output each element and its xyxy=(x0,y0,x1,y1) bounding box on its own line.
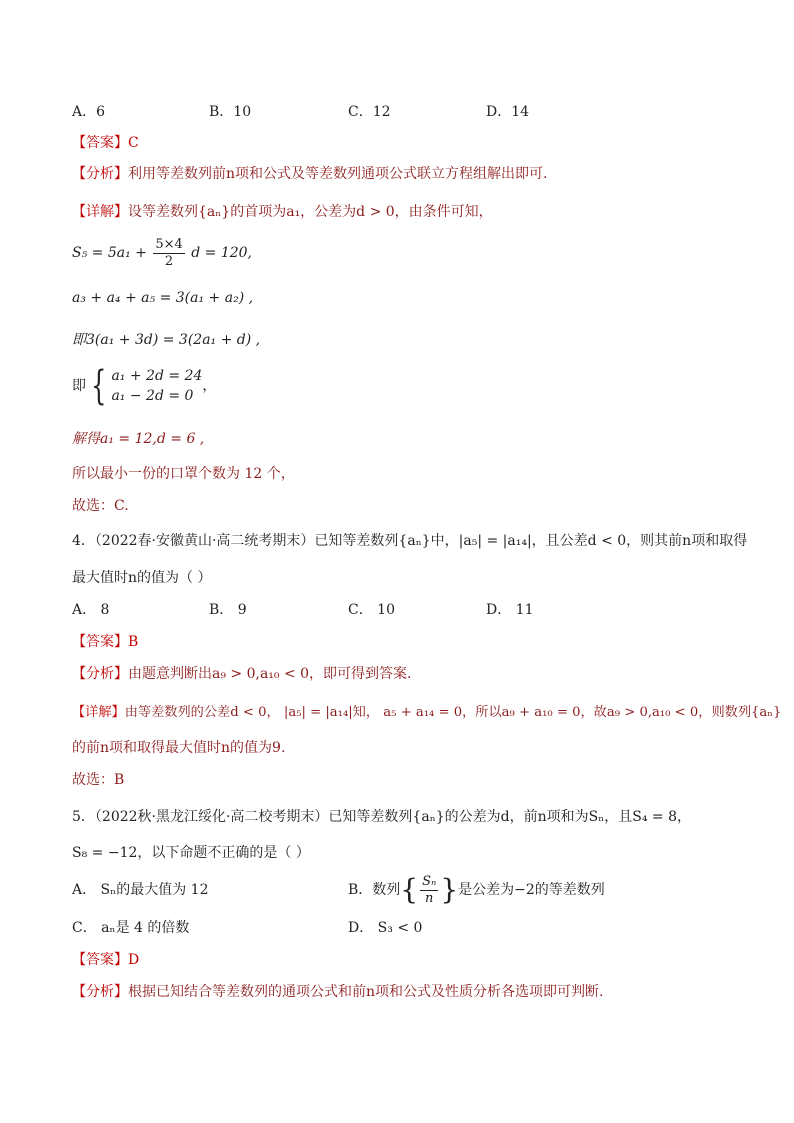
q4-option-d: D． 11 xyxy=(486,602,534,618)
q4-stem-1: 4．（2022春·安徽黄山·高二统考期末）已知等差数列{aₙ}中，|a₅| = |a₁₄|，且公差d < 0，则其前n项和取得 xyxy=(72,533,748,549)
left-brace-icon: { xyxy=(400,873,419,906)
answer-tag: 【答案】 xyxy=(72,135,128,151)
q3-option-d: D．14 xyxy=(486,104,530,120)
q5-stem-2: S₈ = −12，以下命题不正确的是（ ） xyxy=(72,845,310,861)
detail-text: 设等差数列{aₙ}的首项为a₁，公差为d > 0，由条件可知， xyxy=(128,204,493,220)
q4-answer xyxy=(72,632,138,652)
q3-choose: 故选：C. xyxy=(72,498,129,514)
analysis-tag: 【分析】 xyxy=(72,666,128,682)
eq4-suffix: ， xyxy=(202,378,217,394)
right-brace-icon: } xyxy=(440,873,459,906)
q3-equation-2: a₃ + a₄ + a₅ = 3(a₁ + a₂) , xyxy=(72,290,254,306)
q3-solution: 解得a₁ = 12,d = 6 , xyxy=(72,431,205,447)
q3-detail xyxy=(72,202,493,222)
q5-stem-1: 5．（2022秋·黑龙江绥化·高二校考期末）已知等差数列{aₙ}的公差为d，前n项和为Sₙ，且S₄ = 8， xyxy=(72,809,692,825)
q5-answer xyxy=(72,950,139,970)
q4-detail-2: 的前n项和取得最大值时n的值为9. xyxy=(72,740,286,756)
q4-analysis xyxy=(72,664,412,684)
q5-option-d: D． S₃ < 0 xyxy=(348,920,423,936)
option-b-num: Sₙ xyxy=(422,873,437,889)
option-b-prefix: B．数列 xyxy=(348,882,401,898)
q3-conclusion: 所以最小一份的口罩个数为 12 个， xyxy=(72,466,295,482)
answer-value: C xyxy=(128,135,139,151)
q3-equation-system xyxy=(72,363,217,409)
eq4-system xyxy=(111,366,202,406)
q4-stem-2: 最大值时n的值为（ ） xyxy=(72,570,212,586)
analysis-text: 根据已知结合等差数列的通项公式和前n项和公式及性质分析各选项即可判断. xyxy=(128,984,604,1000)
q5-option-b xyxy=(348,871,605,909)
q3-analysis xyxy=(72,164,547,184)
answer-value: B xyxy=(128,634,139,650)
q3-option-b: B．10 xyxy=(209,104,252,120)
eq1-fraction xyxy=(153,237,184,270)
eq4-prefix: 即 xyxy=(72,378,86,394)
eq1-frac-den: 2 xyxy=(164,253,174,269)
option-b-suffix: 是公差为−2的等差数列 xyxy=(458,882,605,898)
q4-choose: 故选：B xyxy=(72,772,125,788)
q3-equation-3: 即3(a₁ + 3d) = 3(2a₁ + d) , xyxy=(72,332,261,348)
q3-answer xyxy=(72,133,139,153)
q3-equation-1 xyxy=(72,236,252,270)
q3-option-c: C．12 xyxy=(348,104,391,120)
q5-analysis xyxy=(72,982,603,1002)
eq4-row-2: a₁ − 2d = 0 xyxy=(111,388,194,404)
detail-tag: 【详解】 xyxy=(72,705,125,720)
eq1-left: S₅ = 5a₁ + xyxy=(72,245,147,261)
eq1-right: d = 120, xyxy=(191,245,252,261)
q4-option-a: A． 8 xyxy=(72,602,110,618)
option-b-den: n xyxy=(425,890,434,906)
detail-text: 由等差数列的公差d < 0， |a₅| = |a₁₄|知， a₅ + a₁₄ = 0，所以a₉ + a₁₀ = 0，故a₉ > 0,a₁₀ < 0，则数列{aₙ} xyxy=(124,705,782,720)
q4-detail xyxy=(72,703,781,723)
q5-option-c: C． aₙ是 4 的倍数 xyxy=(72,920,190,936)
analysis-tag: 【分析】 xyxy=(72,984,128,1000)
analysis-text: 利用等差数列前n项和公式及等差数列通项公式联立方程组解出即可. xyxy=(128,166,548,182)
answer-tag: 【答案】 xyxy=(72,634,128,650)
q5-option-a: A． Sₙ的最大值为 12 xyxy=(72,882,209,898)
answer-value: D xyxy=(128,952,140,968)
q3-option-a: A．6 xyxy=(72,104,106,120)
left-brace-icon: { xyxy=(91,363,107,409)
eq4-row-1: a₁ + 2d = 24 xyxy=(111,368,203,384)
analysis-text: 由题意判断出a₉ > 0,a₁₀ < 0，即可得到答案. xyxy=(128,666,412,682)
answer-tag: 【答案】 xyxy=(72,952,128,968)
option-b-fraction xyxy=(420,874,438,907)
analysis-tag: 【分析】 xyxy=(72,166,128,182)
q4-option-b: B． 9 xyxy=(209,602,247,618)
detail-tag: 【详解】 xyxy=(72,204,128,220)
eq1-frac-num: 5×4 xyxy=(155,236,183,252)
q4-option-c: C． 10 xyxy=(348,602,395,618)
